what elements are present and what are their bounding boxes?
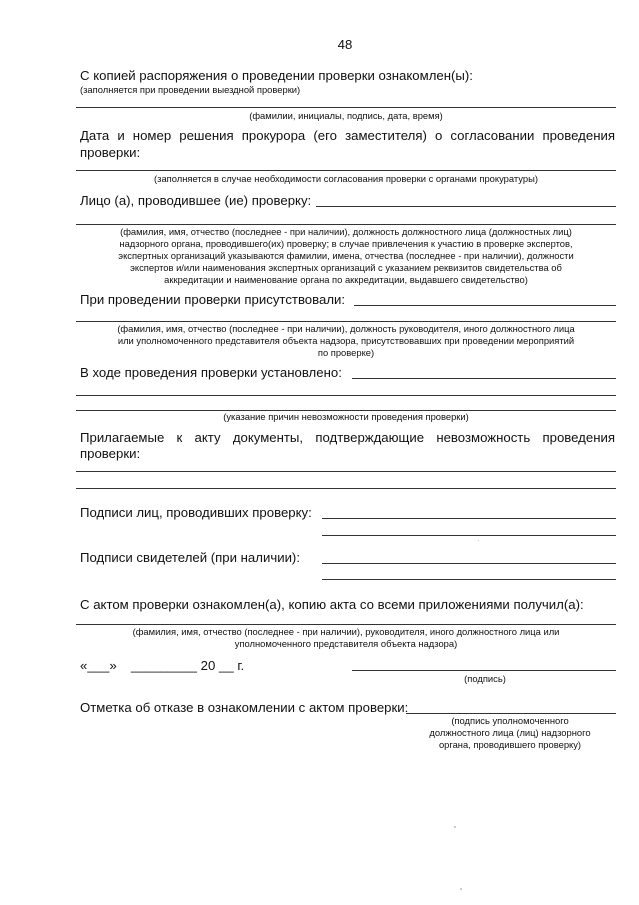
inspector-caption-3: экспертных организаций указываются фамилии, имена, отчества (последнее - при наличии), должности	[118, 250, 574, 261]
act-ack-date-rest: _________ 20 __ г.	[131, 658, 245, 673]
refusal-caption-1: (подпись уполномоченного	[451, 715, 569, 726]
witnesses-signature-line-1	[322, 563, 616, 564]
act-ack-signature-caption: (подпись)	[464, 673, 506, 684]
prosecutor-caption: (заполняется в случае необходимости согласования проверки с органами прокуратуры)	[154, 173, 538, 184]
refusal-line	[406, 713, 616, 714]
present-line-1	[354, 305, 616, 306]
present-caption-2: или уполномоченного представителя объекта надзора, присутствовавших при проведении мероприятий	[117, 335, 575, 346]
act-ack-signature-line	[352, 670, 616, 671]
inspector-line-2	[76, 224, 616, 225]
act-ack-label: С актом проверки ознакомлен(а), копию акта со всеми приложениями получил(а):	[80, 597, 584, 612]
scan-speck	[454, 826, 456, 828]
present-caption-3: по проверке)	[317, 347, 375, 358]
scan-speck	[478, 540, 479, 541]
act-ack-line	[76, 624, 616, 625]
copy-ack-caption: (фамилии, инициалы, подпись, дата, время)	[249, 110, 443, 121]
inspector-caption-2: надзорного органа, проводившего(их) проверку; в случае привлечения к участию в проверке экспертов,	[119, 238, 573, 249]
copy-ack-line	[76, 107, 616, 108]
present-label: При проведении проверки присутствовали:	[80, 292, 346, 307]
refusal-caption-3: органа, проводившего проверку)	[438, 739, 582, 750]
inspectors-signature-label: Подписи лиц, проводивших проверку:	[80, 505, 312, 520]
present-line-2	[76, 321, 616, 322]
attached-line-1: Прилагаемые к акту документы, подтверждающие невозможность проведения	[80, 430, 615, 445]
refusal-label: Отметка об отказе в ознакомлении с актом проверки:	[80, 700, 409, 715]
attached-line-a	[76, 471, 616, 472]
inspector-caption-1: (фамилия, имя, отчество (последнее - при наличии), должность должностного лица (должностных лиц)	[120, 226, 572, 237]
established-caption: (указание причин невозможности проведения проверки)	[223, 411, 469, 422]
act-ack-date-day: «___»	[80, 658, 117, 673]
established-line-1	[352, 378, 616, 379]
witnesses-signature-line-2	[322, 579, 616, 580]
attached-line-2: проверки:	[80, 446, 141, 461]
scan-speck	[460, 888, 462, 890]
attached-line-b	[76, 488, 616, 489]
prosecutor-line	[76, 170, 616, 171]
established-line-2	[76, 395, 616, 396]
inspector-caption-4: экспертов и/или наименования экспертных организаций с указанием реквизитов свидетельства об	[130, 262, 562, 273]
inspector-label: Лицо (а), проводившее (ие) проверку:	[80, 193, 312, 208]
prosecutor-line-2: проверки:	[80, 145, 141, 160]
established-label: В ходе проведения проверки установлено:	[80, 365, 342, 380]
copy-ack-note: (заполняется при проведении выездной проверки)	[80, 84, 301, 95]
act-ack-caption-2: уполномоченного представителя объекта надзора)	[234, 638, 458, 649]
inspector-line-1	[316, 206, 616, 207]
inspectors-signature-line-2	[322, 535, 616, 536]
copy-ack-title: С копией распоряжения о проведении проверки ознакомлен(ы):	[80, 68, 473, 83]
act-ack-caption-1: (фамилия, имя, отчество (последнее - при наличии), руководителя, иного должностного лица или	[132, 626, 560, 637]
refusal-caption-2: должностного лица (лиц) надзорного	[429, 727, 591, 738]
prosecutor-line-1: Дата и номер решения прокурора (его заместителя) о согласовании проведения	[80, 128, 615, 143]
inspector-caption-5: аккредитации и наименование органа по аккредитации, выдавшего свидетельство)	[164, 274, 528, 285]
witnesses-signature-label: Подписи свидетелей (при наличии):	[80, 550, 300, 565]
page-number: 48	[337, 37, 353, 52]
inspectors-signature-line-1	[322, 518, 616, 519]
present-caption-1: (фамилия, имя, отчество (последнее - при наличии), должность руководителя, иного должностного лица	[117, 323, 575, 334]
